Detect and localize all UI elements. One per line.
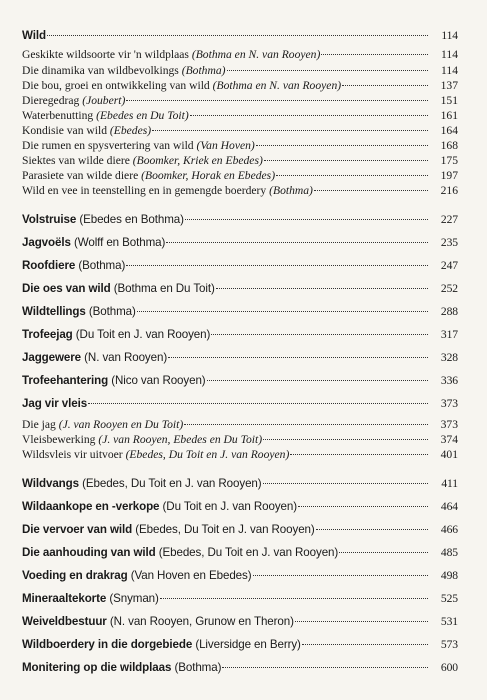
toc-entry	[22, 213, 458, 226]
page-number: 114	[441, 48, 458, 61]
entry-title: Vleisbewerking	[22, 433, 96, 446]
entry-text	[22, 64, 226, 77]
entry-title: Weiveldbestuur	[22, 615, 107, 628]
entry-authors: (Ebedes, Du Toit en J. van Rooyen)	[82, 477, 262, 490]
toc-entry	[22, 638, 458, 651]
toc-subentry	[22, 154, 458, 167]
toc-entry	[22, 546, 458, 559]
toc-entry	[22, 305, 458, 318]
entry-title: Die rumen en spysvertering van wild	[22, 139, 194, 152]
page-number: 374	[440, 433, 458, 446]
entry-text	[22, 418, 183, 431]
entry-text	[22, 477, 262, 490]
dot-leader	[295, 621, 428, 622]
entry-title: Monitering op die wildplaas	[22, 661, 172, 674]
page-number: 485	[440, 546, 458, 559]
page-number: 216	[440, 184, 458, 197]
entry-text	[22, 184, 313, 197]
entry-title: Die aanhouding van wild	[22, 546, 156, 559]
entry-authors: (Wolff en Bothma)	[73, 236, 166, 249]
toc-entry	[22, 29, 458, 42]
entry-authors: (Van Hoven en Ebedes)	[130, 569, 252, 582]
entry-text	[22, 328, 210, 341]
entry-authors: (Nico van Rooyen)	[111, 374, 206, 387]
dot-leader	[190, 115, 428, 116]
entry-title: Waterbenutting	[22, 109, 94, 122]
entry-text	[22, 139, 255, 152]
entry-title: Trofeehantering	[22, 374, 109, 387]
entry-title: Jag vir vleis	[22, 397, 88, 410]
entry-authors: (Boomker, Kriek en Ebedes)	[132, 154, 263, 167]
toc-subentry	[22, 433, 458, 446]
entry-text	[22, 661, 221, 674]
toc-entry	[22, 259, 458, 272]
dot-leader	[207, 380, 428, 381]
dot-leader	[152, 130, 428, 131]
toc-entry	[22, 569, 458, 582]
entry-authors: (Bothma en N. van Rooyen)	[212, 79, 342, 92]
entry-text	[22, 638, 301, 651]
page-number: 288	[440, 305, 458, 318]
dot-leader	[302, 644, 428, 645]
page-number: 137	[440, 79, 458, 92]
entry-authors: (N. van Rooyen, Grunow en Theron)	[109, 615, 294, 628]
entry-authors: (Bothma en N. van Rooyen)	[191, 48, 321, 61]
page-number: 573	[440, 638, 458, 651]
entry-title: Voeding en drakrag	[22, 569, 128, 582]
dot-leader	[222, 667, 428, 668]
toc-entry	[22, 592, 458, 605]
entry-text	[22, 124, 151, 137]
page-number: 373	[440, 418, 458, 431]
dot-leader	[168, 357, 428, 358]
toc-subentry	[22, 124, 458, 137]
entry-title: Geskikte wildsoorte vir 'n wildplaas	[22, 48, 189, 61]
page-number: 247	[440, 259, 458, 272]
dot-leader	[88, 403, 428, 404]
entry-text	[22, 154, 263, 167]
entry-title: Volstruise	[22, 213, 77, 226]
page-number: 164	[440, 124, 458, 137]
toc-entry	[22, 282, 458, 295]
entry-text	[22, 305, 136, 318]
entry-text	[22, 282, 215, 295]
entry-authors: (Bothma)	[269, 184, 313, 197]
entry-text	[22, 448, 289, 461]
entry-text	[22, 109, 189, 122]
entry-text	[22, 374, 206, 387]
entry-title: Die vervoer van wild	[22, 523, 133, 536]
entry-authors: (Liversidge en Berry)	[195, 638, 301, 651]
entry-authors: (Du Toit en J. van Rooyen)	[75, 328, 211, 341]
entry-title: Jaggewere	[22, 351, 82, 364]
toc-subentry	[22, 64, 458, 77]
entry-text	[22, 29, 46, 42]
entry-title: Die bou, groei en ontwikkeling van wild	[22, 79, 210, 92]
entry-title: Jagvoëls	[22, 236, 71, 249]
page-number: 161	[440, 109, 458, 122]
dot-leader	[211, 334, 428, 335]
dot-leader	[160, 598, 428, 599]
page-number: 328	[440, 351, 458, 364]
dot-leader	[339, 552, 428, 553]
dot-leader	[256, 145, 428, 146]
entry-title: Kondisie van wild	[22, 124, 108, 137]
entry-authors: (Bothma)	[88, 305, 136, 318]
dot-leader	[263, 483, 428, 484]
page-number: 525	[440, 592, 458, 605]
entry-authors: (Bothma)	[181, 64, 226, 77]
toc-entry	[22, 500, 458, 513]
entry-title: Wildsvleis vir uitvoer	[22, 448, 123, 461]
toc-subentry	[22, 139, 458, 152]
toc-subentry	[22, 94, 458, 107]
toc-entry	[22, 236, 458, 249]
dot-leader	[126, 100, 428, 101]
toc-subentry	[22, 48, 458, 61]
dot-leader	[216, 288, 428, 289]
toc-entry	[22, 397, 458, 410]
page-number: 252	[440, 282, 458, 295]
entry-authors: (Ebedes, Du Toit en J. van Rooyen)	[135, 523, 315, 536]
page-number: 235	[440, 236, 458, 249]
page-number: 151	[440, 94, 458, 107]
page-number: 401	[440, 448, 458, 461]
entry-text	[22, 169, 275, 182]
toc-entry	[22, 477, 458, 490]
entry-title: Mineraaltekorte	[22, 592, 107, 605]
dot-leader	[137, 311, 428, 312]
dot-leader	[264, 160, 428, 161]
entry-text	[22, 433, 262, 446]
entry-authors: (Ebedes)	[109, 124, 152, 137]
entry-title: Wild en vee in teenstelling en in gemengde boerdery	[22, 184, 267, 197]
dot-leader	[47, 35, 428, 36]
entry-text	[22, 94, 125, 107]
entry-authors: (Ebedes en Du Toit)	[96, 109, 189, 122]
entry-title: Wild	[22, 29, 46, 42]
toc-subentry	[22, 169, 458, 182]
entry-title: Wildboerdery in die dorgebiede	[22, 638, 193, 651]
entry-authors: (J. van Rooyen en Du Toit)	[58, 418, 184, 431]
entry-title: Dieregedrag	[22, 94, 80, 107]
entry-authors: (Bothma)	[174, 661, 222, 674]
entry-text	[22, 592, 159, 605]
page-number: 114	[441, 29, 458, 42]
entry-authors: (Ebedes, Du Toit en J. van Rooyen)	[158, 546, 339, 559]
entry-text	[22, 236, 165, 249]
toc-subentry	[22, 448, 458, 461]
entry-authors: (Snyman)	[109, 592, 159, 605]
entry-authors: (Boomker, Horak en Ebedes)	[141, 169, 276, 182]
entry-title: Die jag	[22, 418, 56, 431]
entry-text	[22, 351, 167, 364]
dot-leader	[316, 529, 428, 530]
entry-text	[22, 213, 184, 226]
entry-authors: (Ebedes, Du Toit en J. van Rooyen)	[125, 448, 290, 461]
entry-text	[22, 48, 320, 61]
dot-leader	[185, 219, 428, 220]
entry-authors: (Du Toit en J. van Rooyen)	[162, 500, 297, 513]
entry-authors: (N. van Rooyen)	[84, 351, 168, 364]
dot-leader	[227, 70, 428, 71]
page-number: 373	[440, 397, 458, 410]
page-number: 466	[440, 523, 458, 536]
page-number: 411	[441, 477, 458, 490]
entry-text	[22, 615, 294, 628]
page-number: 168	[440, 139, 458, 152]
entry-text	[22, 546, 338, 559]
entry-title: Die oes van wild	[22, 282, 111, 295]
entry-text	[22, 79, 341, 92]
dot-leader	[321, 54, 428, 55]
entry-text	[22, 500, 297, 513]
entry-title: Wildvangs	[22, 477, 79, 490]
dot-leader	[263, 439, 428, 440]
entry-authors: (Bothma en Du Toit)	[113, 282, 215, 295]
dot-leader	[276, 175, 428, 176]
page-number: 175	[440, 154, 458, 167]
page-number: 317	[440, 328, 458, 341]
page-number: 531	[440, 615, 458, 628]
dot-leader	[126, 265, 428, 266]
entry-title: Wildtellings	[22, 305, 86, 318]
entry-title: Parasiete van wilde diere	[22, 169, 139, 182]
entry-title: Wildaankope en -verkope	[22, 500, 160, 513]
page-number: 197	[440, 169, 458, 182]
dot-leader	[342, 85, 428, 86]
page-number: 600	[440, 661, 458, 674]
entry-title: Die dinamika van wildbevolkings	[22, 64, 179, 77]
toc-subentry	[22, 109, 458, 122]
toc-entry	[22, 615, 458, 628]
page-number: 227	[440, 213, 458, 226]
toc-entry	[22, 661, 458, 674]
toc-subentry	[22, 184, 458, 197]
page-number: 114	[441, 64, 458, 77]
entry-title: Siektes van wilde diere	[22, 154, 130, 167]
toc-subentry	[22, 418, 458, 431]
entry-authors: (Joubert)	[82, 94, 126, 107]
dot-leader	[166, 242, 428, 243]
dot-leader	[290, 454, 428, 455]
toc-entry	[22, 523, 458, 536]
entry-authors: (Bothma)	[78, 259, 126, 272]
entry-text	[22, 523, 315, 536]
toc-entry	[22, 351, 458, 364]
entry-authors: (J. van Rooyen, Ebedes en Du Toit)	[98, 433, 263, 446]
entry-title: Roofdiere	[22, 259, 76, 272]
entry-title: Trofeejag	[22, 328, 73, 341]
page-number: 498	[440, 569, 458, 582]
entry-authors: (Van Hoven)	[196, 139, 255, 152]
entry-text	[22, 569, 252, 582]
dot-leader	[298, 506, 428, 507]
dot-leader	[314, 190, 428, 191]
entry-text	[22, 259, 125, 272]
toc-entry	[22, 374, 458, 387]
page-number: 336	[440, 374, 458, 387]
toc-subentry	[22, 79, 458, 92]
entry-authors: (Ebedes en Bothma)	[79, 213, 184, 226]
entry-text	[22, 397, 87, 410]
dot-leader	[253, 575, 429, 576]
dot-leader	[184, 424, 428, 425]
page-number: 464	[440, 500, 458, 513]
toc-entry	[22, 328, 458, 341]
